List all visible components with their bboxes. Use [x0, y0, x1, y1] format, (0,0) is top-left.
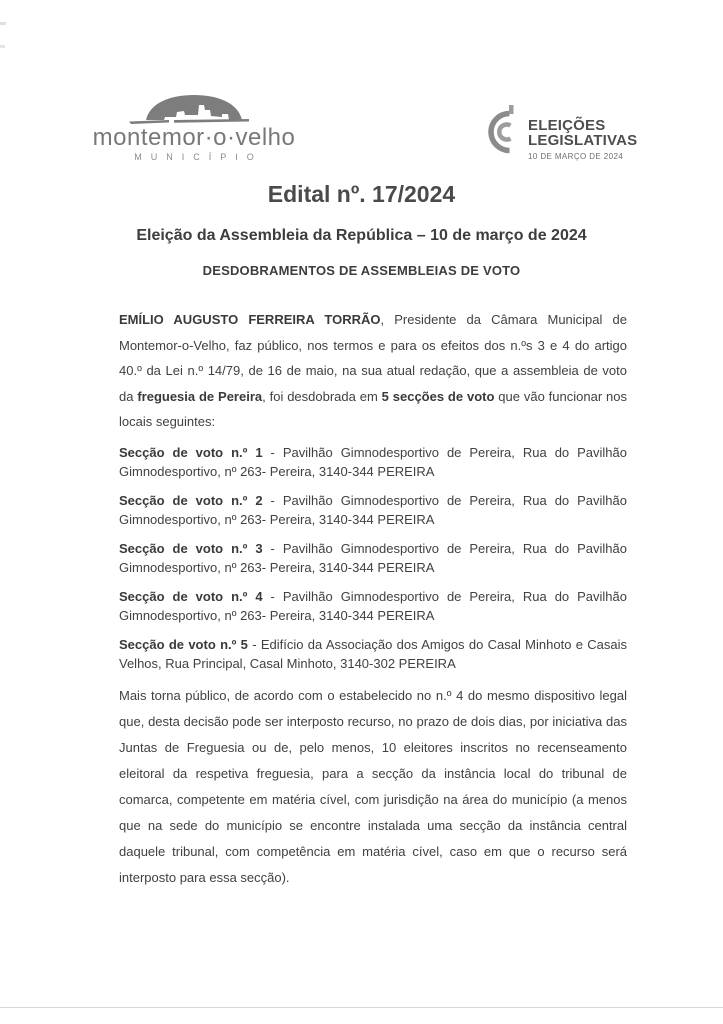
- voting-section-3: [119, 539, 627, 578]
- castle-arch-icon: [88, 92, 300, 126]
- document-body: [119, 307, 627, 891]
- document-section-heading: DESDOBRAMENTOS DE ASSEMBLEIAS DE VOTO: [202, 263, 521, 278]
- scan-edge-line: [0, 1007, 723, 1008]
- document-subtitle: Eleição da Assembleia da República – 10 de março de 2024: [136, 227, 587, 244]
- voting-section-location: - Pavilhão Gimnodesportivo de Pereira, Rua do Pavilhão Gimnodesportivo, nº 263- Pereira, 3140-344 PEREIRA: [119, 540, 627, 575]
- intro-paragraph: [119, 307, 627, 435]
- parish-name: freguesia de Pereira: [137, 388, 263, 404]
- voting-section-2: [119, 491, 627, 530]
- voting-section-5: [119, 635, 627, 674]
- scan-artifact: [0, 22, 6, 25]
- intro-text-2: , foi desdobrada em: [262, 388, 382, 404]
- elections-line2: LEGISLATIVAS: [528, 132, 638, 149]
- voting-section-1: [119, 443, 627, 482]
- voting-section-location: - Pavilhão Gimnodesportivo de Pereira, Rua do Pavilhão Gimnodesportivo, nº 263- Pereira, 3140-344 PEREIRA: [119, 492, 627, 527]
- intro-text-3: que vão funcionar nos locais seguintes:: [119, 388, 627, 429]
- voting-section-location: - Edifício da Associação dos Amigos do Casal Minhoto e Casais Velhos, Rua Principal, Casal Minhoto, 3140-302 PEREIRA: [119, 636, 628, 671]
- voting-section-label: Secção de voto n.º 1: [119, 444, 263, 460]
- scan-artifact: [0, 45, 5, 48]
- voting-section-label: Secção de voto n.º 5: [119, 636, 248, 652]
- elections-logo-text: [528, 100, 637, 169]
- municipality-tagline: MUNICÍPIO: [134, 152, 263, 162]
- municipality-logo: [88, 92, 300, 162]
- voting-section-location: - Pavilhão Gimnodesportivo de Pereira, Rua do Pavilhão Gimnodesportivo, nº 263- Pereira, 3140-344 PEREIRA: [119, 444, 627, 479]
- elections-line1: ELEIÇÕES: [528, 117, 606, 134]
- municipality-name: montemor·o·velho: [92, 124, 296, 151]
- intro-text-1: , Presidente da Câmara Municipal de Montemor-o-Velho, faz público, nos termos e para os efeitos dos n.ºs 3 e 4 do artigo 40.º da Lei n.º 14/79, de 16 de maio, na sua atual redação, que a assembleia de voto da: [119, 312, 627, 404]
- elections-logo: [486, 100, 637, 169]
- elections-date: 10 DE MARÇO DE 2024: [528, 152, 624, 161]
- voting-section-label: Secção de voto n.º 4: [119, 588, 263, 604]
- voting-section-4: [119, 587, 627, 626]
- voting-section-label: Secção de voto n.º 2: [119, 492, 263, 508]
- voting-section-label: Secção de voto n.º 3: [119, 540, 263, 556]
- page-title: Edital nº. 17/2024: [267, 181, 456, 207]
- voting-sections-list: [119, 443, 627, 674]
- voting-section-location: - Pavilhão Gimnodesportivo de Pereira, Rua do Pavilhão Gimnodesportivo, nº 263- Pereira, 3140-344 PEREIRA: [119, 588, 627, 623]
- closing-paragraph: Mais torna público, de acordo com o estabelecido no n.º 4 do mesmo dispositivo legal que, desta decisão pode ser interposto recurso, no prazo de dois dias, por iniciativa das Juntas de Freguesia ou de, pelo menos, 10 eleitores inscritos no recenseamento eleitoral da respetiva freguesia, para a secção da instância local do tribunal de comarca, competente em matéria cível, com jurisdição na área do município (a menos que na sede do município se encontre instalada uma secção da instância central daquele tribunal, com competência em matéria cível, caso em que o recurso será interposto para essa secção).: [119, 687, 627, 885]
- sections-count: 5 secções de voto: [381, 388, 495, 404]
- official-name: EMÍLIO AUGUSTO FERREIRA TORRÃO: [119, 312, 381, 327]
- concentric-arcs-icon: [486, 100, 520, 169]
